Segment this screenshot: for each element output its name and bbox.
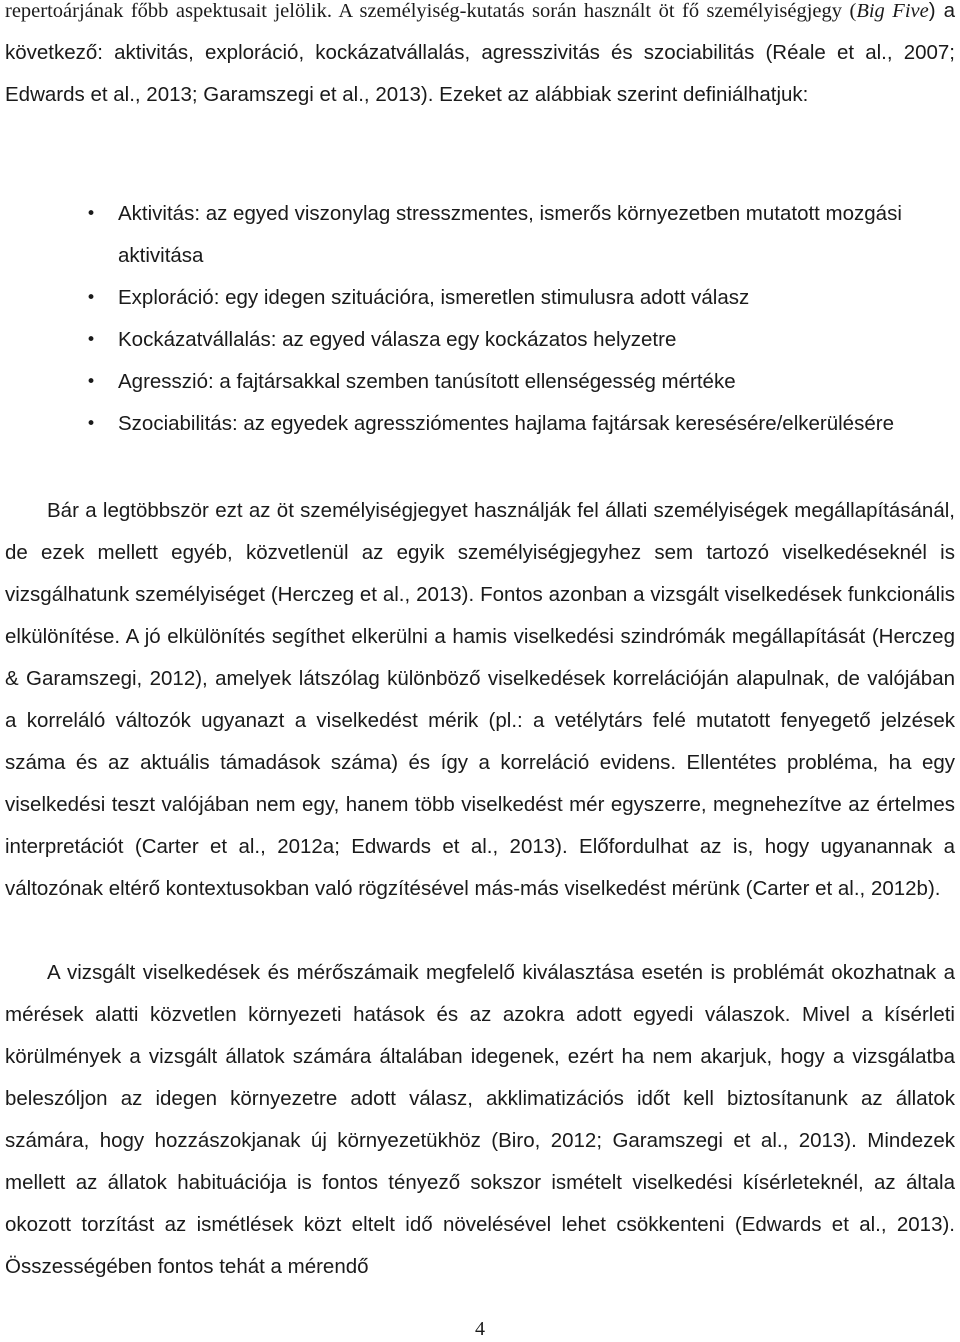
- bullet-icon: •: [86, 288, 97, 308]
- paragraph-intro-text-2: ) a következő: aktivitás, exploráció, kockázatvállalás, agresszivitás és szociabilitás (Réale et al., 2007; Edwards et al., 2013; Garamszegi et al., 2013). Ezeket az alábbiak szerint definiálhatjuk:: [5, 0, 955, 106]
- paragraph-behaviour-selection: Bár a legtöbbször ezt az öt személyiségjegyet használják fel állati személyiségek megállapításánál, de ezek mellett egyéb, közvetlenül az egyik személyiségjegyhez sem tartozó viselkedéseknél is vizsgálhatunk személyiséget (Herczeg et al., 2013). Fontos azonban a vizsgált viselkedések funkcionális elkülönítése. A jó elkülönítés segíthet elkerülni a hamis viselkedési szindrómák megállapítását (Herczeg & Garamszegi, 2012), amelyek látszólag különböző viselkedések korrelációján alapulnak, de valójában a korreláló változók ugyanazt a viselkedést mérik (pl.: a vetélytárs felé mutatott fenyegető jelzések száma és az aktuális támadások száma) és így a korreláció evidens. Ellentétes probléma, ha egy viselkedési teszt valójában nem egy, hanem több viselkedést mér egyszerre, megnehezítve az értelmes interpretációt (Carter et al., 2012a; Edwards et al., 2013). Előfordulhat az is, hogy ugyanannak a változónak eltérő kontextusokban való rögzítésével más-más viselkedést mérünk (Carter et al., 2012b).: [5, 499, 955, 900]
- list-item: [0, 193, 960, 277]
- bullet-icon: •: [86, 372, 97, 392]
- list-item-text: Aktivitás: az egyed viszonylag stresszmentes, ismerős környezetben mutatott mozgási aktivitása: [118, 202, 902, 267]
- paragraph-intro: [5, 0, 955, 116]
- list-item-text: Kockázatvállalás: az egyed válasza egy kockázatos helyzetre: [118, 328, 677, 351]
- paragraph-environment-effects: A vizsgált viselkedések és mérőszámaik megfelelő kiválasztása esetén is problémát okozhatnak a mérések alatti közvetlen környezeti hatások és az azokra adott egyedi válaszok. Mivel a kísérleti körülmények a vizsgált állatok számára általában idegenek, ezért ha nem akarjuk, hogy a vizsgálatba beleszóljon az idegen környezetre adott válasz, akklimatizációs időt kell biztosítanunk az állatok számára, hogy hozzászokjanak új környezetükhöz (Biro, 2012; Garamszegi et al., 2013). Mindezek mellett az állatok habituációja is fontos tényező sokszor ismételt viselkedési kísérleteknél, az általa okozott torzítást az ismétlések közt eltelt idő növelésével lehet csökkenteni (Edwards et al., 2013). Összességében fontos tehát a mérendő: [5, 961, 955, 1278]
- bullet-icon: •: [86, 204, 97, 224]
- list-item-text: Agresszió: a fajtársakkal szemben tanúsított ellenségesség mértéke: [118, 370, 736, 393]
- list-item: [0, 277, 960, 319]
- bullet-icon: •: [86, 414, 97, 434]
- list-item: [0, 403, 960, 445]
- bullet-icon: •: [86, 330, 97, 350]
- list-item-text: Exploráció: egy idegen szituációra, ismeretlen stimulusra adott válasz: [118, 286, 750, 309]
- list-item-text: Szociabilitás: az egyedek agressziómentes hajlama fajtársak keresésére/elkerülésére: [118, 412, 894, 435]
- list-item: [0, 361, 960, 403]
- big-five-italic: Big Five: [856, 0, 929, 22]
- page-number: 4: [475, 1318, 485, 1340]
- list-item: [0, 319, 960, 361]
- trait-list: [0, 193, 960, 445]
- paragraph-intro-text: repertoárjának főbb aspektusait jelölik. A személyiség-kutatás során használt öt fő személyiségjegy (: [5, 0, 857, 22]
